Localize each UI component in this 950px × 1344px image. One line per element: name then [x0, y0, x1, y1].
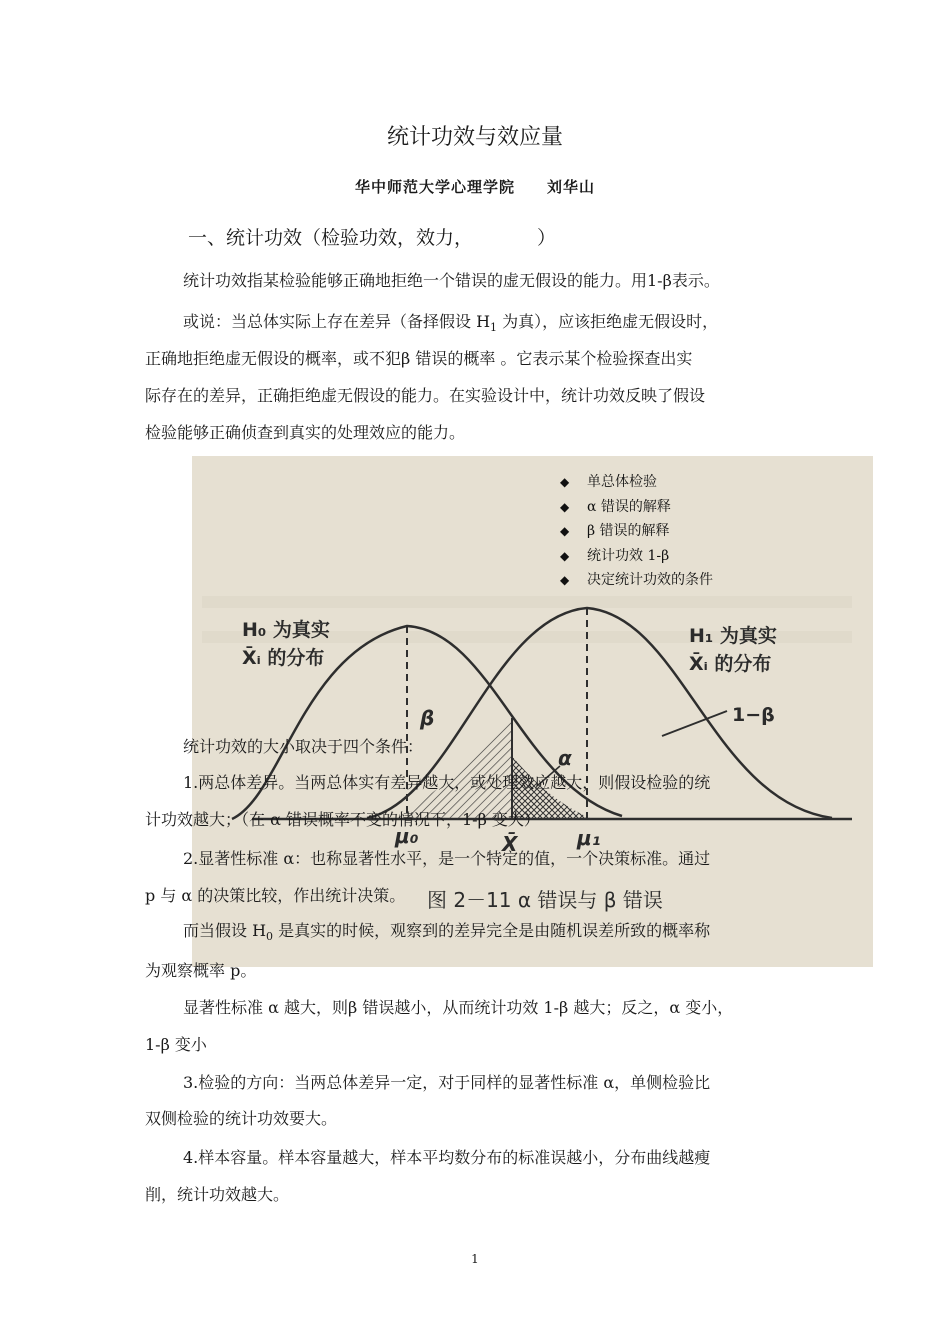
author-line [0, 176, 950, 197]
mu0-label: μ₀ [395, 824, 419, 848]
diamond-bullet-icon: ◆ [560, 573, 570, 587]
condition-1-line-1: 1.两总体差异。当两总体实有差异越大，或处理效应越大，则假设检验的统 [183, 773, 711, 792]
intro-line-5: 检验能够正确侦查到真实的处理效应的能力。 [145, 423, 466, 442]
section-heading [188, 223, 556, 250]
condition-3-line-1: 3.检验的方向：当两总体差异一定，对于同样的显著性标准 α，单侧检验比 [183, 1073, 711, 1092]
condition-1-line-2: 计功效越大；（在 α 错误概率不变的情况下，1-β 变大） [145, 810, 540, 829]
p-definition-line-2: 为观察概率 p。 [145, 961, 257, 980]
condition-2-line-1: 2.显著性标准 α：也称显著性水平，是一个特定的值，一个决策标准。通过 [183, 849, 711, 868]
alpha-effect-line-1: 显著性标准 α 越大，则β 错误越小，从而统计功效 1-β 越大；反之，α 变小， [183, 998, 734, 1017]
intro-line-1: 统计功效指某检验能够正确地拒绝一个错误的虚无假设的能力。用1-β表示。 [183, 271, 720, 290]
bullet-item: ◆ 统计功效 1-β [560, 544, 713, 569]
bullet-item: ◆ β 错误的解释 [560, 519, 713, 544]
bullet-item: ◆ α 错误的解释 [560, 495, 713, 520]
h0-label: H₀ 为真实 X̄ᵢ 的分布 [242, 619, 330, 669]
document-title: 统计功效与效应量 [386, 125, 563, 150]
section-heading-text: 一、统计功效（检验功效，效力， [188, 227, 474, 249]
condition-4-line-2: 削，统计功效越大。 [145, 1185, 290, 1204]
h1-label: H₁ 为真实 X̄ᵢ 的分布 [689, 625, 777, 675]
intro-line-2: 或说：当总体实际上存在差异（备择假设 $H_1$ 为真），应该拒绝虚无假设时， [183, 312, 719, 335]
bullet-item: ◆ 单总体检验 [560, 470, 713, 495]
intro-line-4: 际存在的差异，正确拒绝虚无假设的能力。在实验设计中，统计功效反映了假设 [145, 386, 706, 405]
power-label: 1−β [732, 704, 775, 726]
diamond-bullet-icon: ◆ [560, 499, 570, 514]
figure-caption: 图 2－11 α 错误与 β 错误 [427, 888, 663, 912]
author-name: 刘华山 [547, 178, 596, 196]
diamond-bullet-icon: ◆ [560, 524, 570, 538]
mu1-label: μ₁ [577, 826, 601, 850]
diamond-bullet-icon: ◆ [560, 475, 570, 489]
faded-text-band [202, 596, 852, 608]
author-affiliation: 华中师范大学心理学院 [354, 178, 515, 196]
condition-2-line-2: p 与 α 的决策比较，作出统计决策。 [145, 886, 406, 905]
figure-bullet-list [560, 470, 713, 593]
alpha-effect-line-2: 1-β 变小 [145, 1035, 207, 1054]
condition-4-line-1: 4.样本容量。样本容量越大，样本平均数分布的标准误越小，分布曲线越瘦 [183, 1148, 711, 1167]
alpha-label: α [558, 746, 572, 770]
intro-line-3: 正确地拒绝虚无假设的概率，或不犯β 错误的概率 。它表示某个检验探查出实 [145, 349, 693, 368]
diamond-bullet-icon: ◆ [560, 548, 570, 563]
beta-label: β [420, 706, 435, 730]
page-number: 1 [471, 1252, 479, 1266]
xbar-label: X̄ [502, 832, 518, 856]
section-heading-close: ） [537, 227, 557, 249]
condition-3-line-2: 双侧检验的统计功效要大。 [145, 1109, 338, 1128]
bullet-item: ◆ 决定统计功效的条件 [560, 568, 713, 593]
p-definition-line-1: 而当假设 $H_0$ 是真实的时候，观察到的差异完全是由随机误差所致的概率称 [183, 921, 711, 944]
conditions-intro: 统计功效的大小取决于四个条件： [183, 737, 424, 756]
